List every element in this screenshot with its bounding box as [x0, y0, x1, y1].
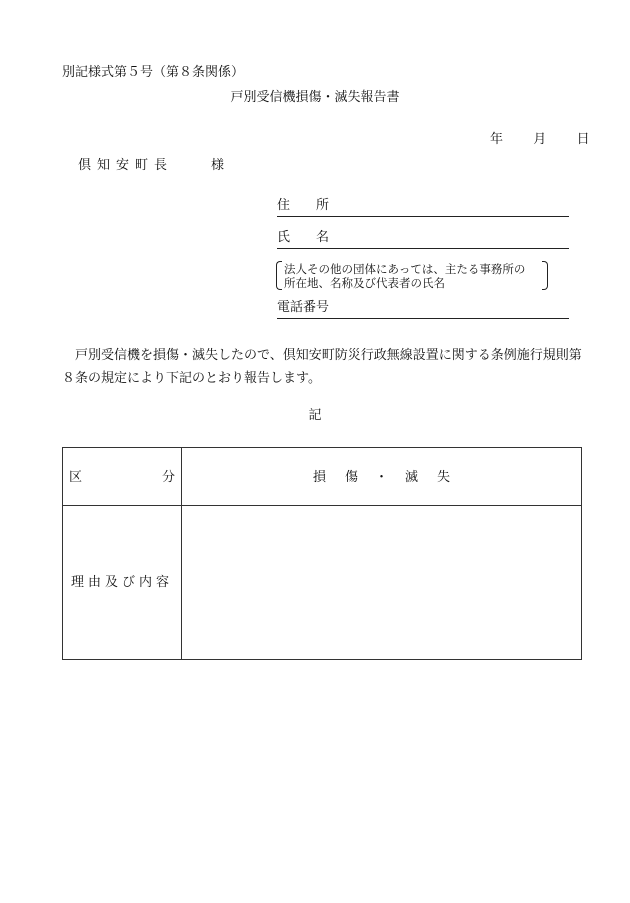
form-number-label: 別記様式第５号（第８条関係）	[62, 65, 245, 80]
date-month-label: 月	[533, 132, 547, 147]
corporate-note-line-2: 所在地、名称及び代表者の氏名	[284, 276, 445, 290]
option-separator: ・	[375, 470, 392, 485]
category-label-right: 分	[161, 470, 175, 485]
address-label: 住 所	[277, 198, 330, 213]
reason-label: 理由及び内容	[71, 575, 174, 590]
date-day-label: 日	[576, 132, 590, 147]
ki-heading: 記	[308, 408, 322, 423]
addressee: 倶知安町長 様	[78, 158, 231, 173]
phone-field[interactable]	[277, 299, 569, 319]
address-field[interactable]	[277, 197, 569, 217]
date-line	[490, 132, 590, 148]
right-bracket	[542, 261, 548, 290]
report-table	[62, 447, 582, 660]
left-bracket	[276, 261, 282, 290]
category-options[interactable]	[313, 470, 453, 486]
option-damage[interactable]: 損 傷	[313, 470, 362, 485]
name-field[interactable]	[277, 229, 569, 249]
name-label: 氏 名	[277, 230, 330, 245]
category-label-left: 区	[69, 470, 83, 485]
corporate-note	[276, 261, 548, 293]
date-year-label: 年	[490, 132, 504, 147]
corporate-note-line-1: 法人その他の団体にあっては、主たる事務所の	[284, 262, 526, 276]
phone-label: 電話番号	[277, 300, 330, 315]
option-loss[interactable]: 滅 失	[405, 470, 454, 485]
report-body-text: 戸別受信機を損傷・滅失したので、倶知安町防災行政無線設置に関する条例施行規則第８条の規定により下記のとおり報告します。	[62, 348, 582, 386]
document-title: 戸別受信機損傷・滅失報告書	[230, 90, 400, 105]
table-divider	[181, 448, 182, 659]
